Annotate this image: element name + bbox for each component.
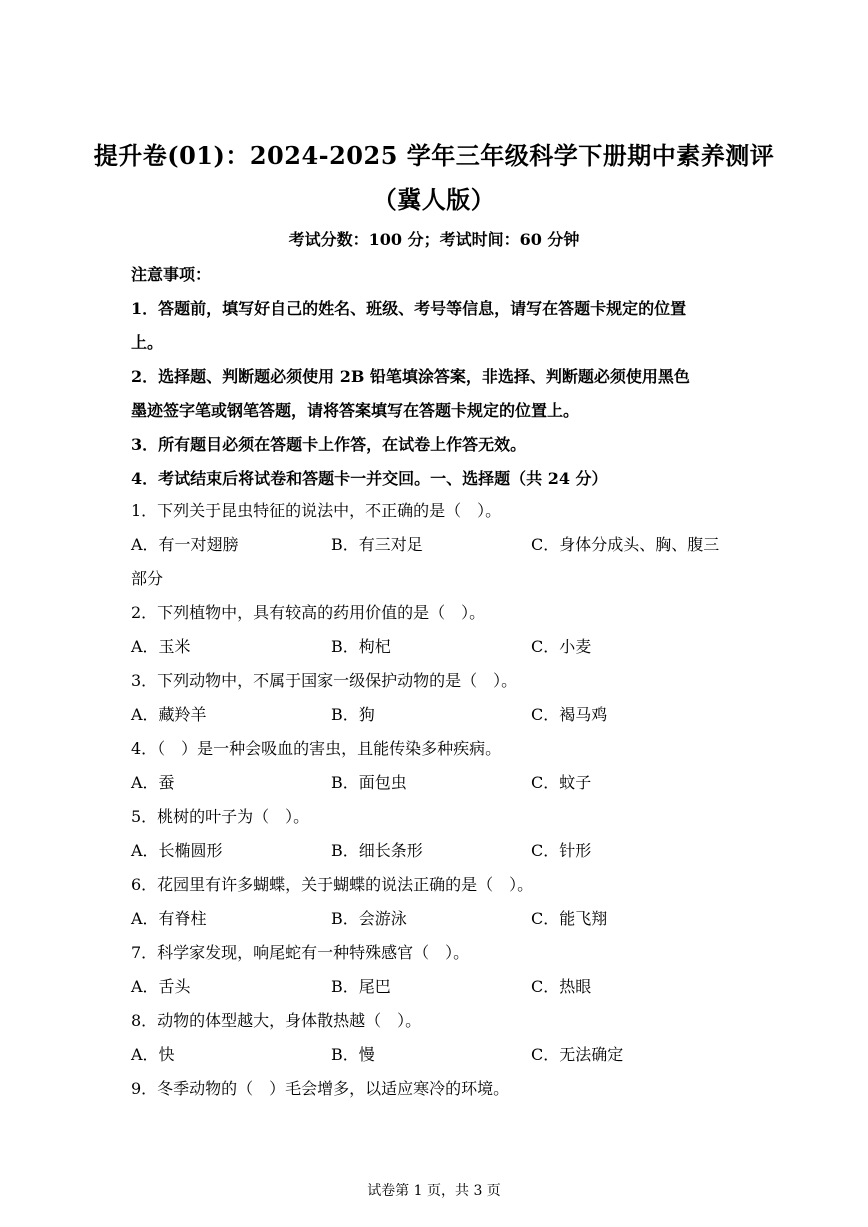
option-c: C．褐马鸡 bbox=[531, 705, 608, 724]
notes-line: 墨迹签字笔或钢笔答题，请将答案填写在答题卡规定的位置上。 bbox=[131, 401, 580, 420]
option-a: A．藏羚羊 bbox=[131, 705, 207, 724]
option-b: B．慢 bbox=[331, 1045, 375, 1064]
question-stem: 2．下列植物中，具有较高的药用价值的是（ ）。 bbox=[131, 603, 486, 622]
option-a: A．有脊柱 bbox=[131, 909, 207, 928]
option-a: A．玉米 bbox=[131, 637, 191, 656]
option-b: B．尾巴 bbox=[331, 977, 391, 996]
option-a: A．长椭圆形 bbox=[131, 841, 223, 860]
question-stem: 9．冬季动物的（ ）毛会增多，以适应寒冷的环境。 bbox=[131, 1079, 510, 1098]
option-b: B．枸杞 bbox=[331, 637, 391, 656]
option-a: A．有一对翅膀 bbox=[131, 535, 239, 554]
notes-heading: 注意事项： bbox=[131, 265, 212, 284]
notes-line: 2．选择题、判断题必须使用 2B 铅笔填涂答案，非选择、判断题必须使用黑色 bbox=[131, 367, 690, 386]
options-row bbox=[131, 834, 741, 868]
options-row bbox=[131, 1038, 741, 1072]
exam-title: 提升卷(01)：2024-2025 学年三年级科学下册期中素养测评 bbox=[93, 141, 775, 170]
option-b: B．面包虫 bbox=[331, 773, 407, 792]
exam-info: 考试分数：100 分；考试时间：60 分钟 bbox=[288, 230, 580, 249]
notes-line: 1．答题前，填写好自己的姓名、班级、考号等信息，请写在答题卡规定的位置 bbox=[131, 299, 687, 318]
question-stem: 7．科学家发现，响尾蛇有一种特殊感官（ ）。 bbox=[131, 943, 470, 962]
option-a: A．舌头 bbox=[131, 977, 191, 996]
questions-section bbox=[131, 494, 741, 1106]
options-row bbox=[131, 698, 741, 732]
notes-line: 3．所有题目必须在答题卡上作答，在试卷上作答无效。 bbox=[131, 435, 527, 454]
option-c: C．小麦 bbox=[531, 637, 592, 656]
question-stem: 3．下列动物中，不属于国家一级保护动物的是（ ）。 bbox=[131, 671, 518, 690]
option-c-continued: 部分 bbox=[131, 569, 164, 588]
option-c: C．能飞翔 bbox=[531, 909, 608, 928]
question-stem: 5．桃树的叶子为（ ）。 bbox=[131, 807, 310, 826]
option-c: C．针形 bbox=[531, 841, 592, 860]
option-b: B．细长条形 bbox=[331, 841, 423, 860]
option-a: A．蚕 bbox=[131, 773, 175, 792]
options-row bbox=[131, 902, 741, 936]
page-footer: 试卷第 1 页，共 3 页 bbox=[367, 1183, 501, 1199]
question-stem: 8．动物的体型越大，身体散热越（ ）。 bbox=[131, 1011, 422, 1030]
options-row bbox=[131, 766, 741, 800]
question-stem: 6．花园里有许多蝴蝶，关于蝴蝶的说法正确的是（ ）。 bbox=[131, 875, 534, 894]
option-c: C．身体分成头、胸、腹三 bbox=[531, 535, 720, 554]
options-row bbox=[131, 630, 741, 664]
option-b: B．狗 bbox=[331, 705, 375, 724]
question-stem: 4．（ ）是一种会吸血的害虫，且能传染多种疾病。 bbox=[131, 739, 502, 758]
notes-line: 4．考试结束后将试卷和答题卡一并交回。一、选择题（共 24 分） bbox=[131, 469, 608, 488]
option-b: B．会游泳 bbox=[331, 909, 407, 928]
option-a: A．快 bbox=[131, 1045, 175, 1064]
exam-edition: （冀人版） bbox=[372, 185, 496, 214]
option-c: C．热眼 bbox=[531, 977, 592, 996]
options-row bbox=[131, 970, 741, 1004]
question-stem: 1．下列关于昆虫特征的说法中，不正确的是（ ）。 bbox=[131, 501, 502, 520]
option-b: B．有三对足 bbox=[331, 535, 423, 554]
options-row bbox=[131, 528, 741, 562]
option-c: C．无法确定 bbox=[531, 1045, 624, 1064]
notes-line: 上。 bbox=[131, 333, 164, 352]
notes-section bbox=[131, 258, 741, 496]
option-c: C．蚊子 bbox=[531, 773, 592, 792]
